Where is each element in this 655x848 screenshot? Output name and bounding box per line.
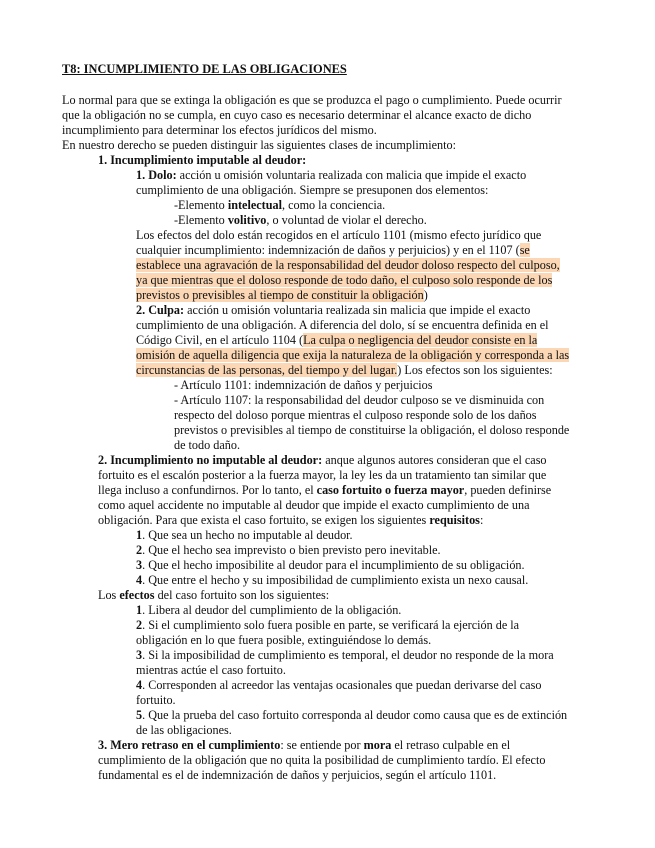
section-2-line-3: llega incluso a confundirnos. Por lo tanto, el caso fortuito o fuerza mayor, pueden definirse [98,483,552,497]
culpa-line-1: 2. Culpa: acción u omisión voluntaria realizada sin malicia que impide el exacto [136,303,531,317]
efecto-3-line-1: 3. Si la imposibilidad de cumplimiento es temporal, el deudor no responde de la mora [136,648,554,662]
highlight: circunstancias de las personas, del tiempo y del lugar. [136,363,398,377]
section-2-line-2: fortuito es el escalón posterior a la fuerza mayor, la ley les da un tratamiento tan similar que [98,468,547,482]
requisito-1: 1. Que sea un hecho no imputable al deudor. [136,528,353,542]
requisito-4: 4. Que entre el hecho y su imposibilidad de cumplimiento exista un nexo causal. [136,573,529,587]
elemento-intelectual: -Elemento intelectual, como la conciencia. [174,198,386,212]
articulo-1107-line-2: respecto del doloso porque mientras el culposo responde solo de los daños [174,408,537,422]
efecto-3-line-2: mientras actúe el caso fortuito. [136,663,286,677]
section-2-line-5: obligación. Para que exista el caso fortuito, se exigen los siguientes requisitos: [98,513,484,527]
dolo-line-2: cumplimiento de una obligación. Siempre se presuponen dos elementos: [136,183,489,197]
section-2-line-1: 2. Incumplimiento no imputable al deudor: anque algunos autores consideran que el caso [98,453,547,467]
articulo-1107-line-4: de todo daño. [174,438,241,452]
efecto-1: 1. Libera al deudor del cumplimiento de la obligación. [136,603,402,617]
articulo-1101: - Artículo 1101: indemnización de daños y perjuicios [174,378,433,392]
highlight: omisión de aquella diligencia que exija la naturaleza de la obligación y corresponda a las [136,348,570,362]
intro-line-3: incumplimiento para determinar los efectos jurídicos del mismo. [62,123,377,137]
efecto-4-line-2: fortuito. [136,693,176,707]
efectos-dolo-line-2: cualquier incumplimiento: indemnización de daños y perjuicios) y en el 1107 (se [136,243,530,257]
section-1-heading: 1. Incumplimiento imputable al deudor: [98,153,307,167]
dolo-line-1: 1. Dolo: acción u omisión voluntaria realizada con malicia que impide el exacto [136,168,527,182]
efecto-5-line-1: 5. Que la prueba del caso fortuito corresponda al deudor como causa que es de extinción [136,708,568,722]
efectos-dolo-line-5: previstos o previsibles al tiempo de constituir la obligación) [136,288,428,302]
dolo-label: 1. Dolo: [136,168,177,182]
highlight: se [519,243,530,257]
culpa-line-4 [136,348,569,362]
efectos-dolo-line-4 [136,273,552,287]
section-3-line-2: cumplimiento de la obligación que no quita la posibilidad de cumplimiento tardío. El efecto [98,753,546,767]
efectos-dolo-line-1: Los efectos del dolo están recogidos en el artículo 1101 (mismo efecto jurídico que [136,228,542,242]
efecto-5-line-2: de las obligaciones. [136,723,232,737]
intro-line-4: En nuestro derecho se pueden distinguir las siguientes clases de incumplimiento: [62,138,456,152]
efecto-2-line-2: obligación en lo que fuera posible, extinguiéndose lo demás. [136,633,432,647]
section-2-line-4: como aquel accidente no imputable al deudor que impide el exacto cumplimiento de una [98,498,530,512]
efecto-2-line-1: 2. Si el cumplimiento solo fuera posible en parte, se verificará la ejerción de la [136,618,520,632]
requisito-3: 3. Que el hecho imposibilite al deudor para el incumplimiento de su obligación. [136,558,525,572]
elemento-volitivo: -Elemento volitivo, o voluntad de violar el derecho. [174,213,427,227]
efecto-4-line-1: 4. Corresponden al acreedor las ventajas ocasionales que puedan derivarse del caso [136,678,542,692]
culpa-line-2: cumplimiento de una obligación. A diferencia del dolo, sí se encuentra definida en el [136,318,549,332]
section-2-heading: 2. Incumplimiento no imputable al deudor: [98,453,323,467]
highlight: establece una agravación de la responsabilidad del deudor doloso respecto del culposo, [136,258,560,272]
culpa-line-5: circunstancias de las personas, del tiempo y del lugar.) Los efectos son los siguientes: [136,363,553,377]
highlight: previstos o previsibles al tiempo de constituir la obligación [136,288,424,302]
intro-line-1: Lo normal para que se extinga la obligación es que se produzca el pago o cumplimiento. Puede ocurrir [62,93,562,107]
culpa-label: 2. Culpa: [136,303,185,317]
culpa-line-3: Código Civil, en el artículo 1104 (La culpa o negligencia del deudor consiste en la [136,333,538,347]
highlight: La culpa o negligencia del deudor consiste en la [303,333,538,347]
articulo-1107-line-1: - Artículo 1107: la responsabilidad del deudor culposo se ve disminuida con [174,393,545,407]
efectos-dolo-line-3 [136,258,560,272]
requisito-2: 2. Que el hecho sea imprevisto o bien previsto pero inevitable. [136,543,441,557]
document-title: T8: INCUMPLIMIENTO DE LAS OBLIGACIONES [62,62,347,76]
efectos-heading: Los efectos del caso fortuito son los siguientes: [98,588,330,602]
articulo-1107-line-3: previstos o previsibles al tiempo de constituirse la obligación, el doloso responde [174,423,570,437]
section-3-line-1: 3. Mero retraso en el cumplimiento: se entiende por mora el retraso culpable en el [98,738,511,752]
highlight: ya que mientras que el doloso responde de todo daño, el culposo solo responde de los [136,273,553,287]
section-3-heading: 3. Mero retraso en el cumplimiento [98,738,281,752]
section-3-line-3: fundamental es el de indemnización de daños y perjuicios, según el artículo 1101. [98,768,497,782]
intro-line-2: que la obligación no se cumpla, en cuyo caso es necesario determinar el alcance exacto de dicho [62,108,532,122]
